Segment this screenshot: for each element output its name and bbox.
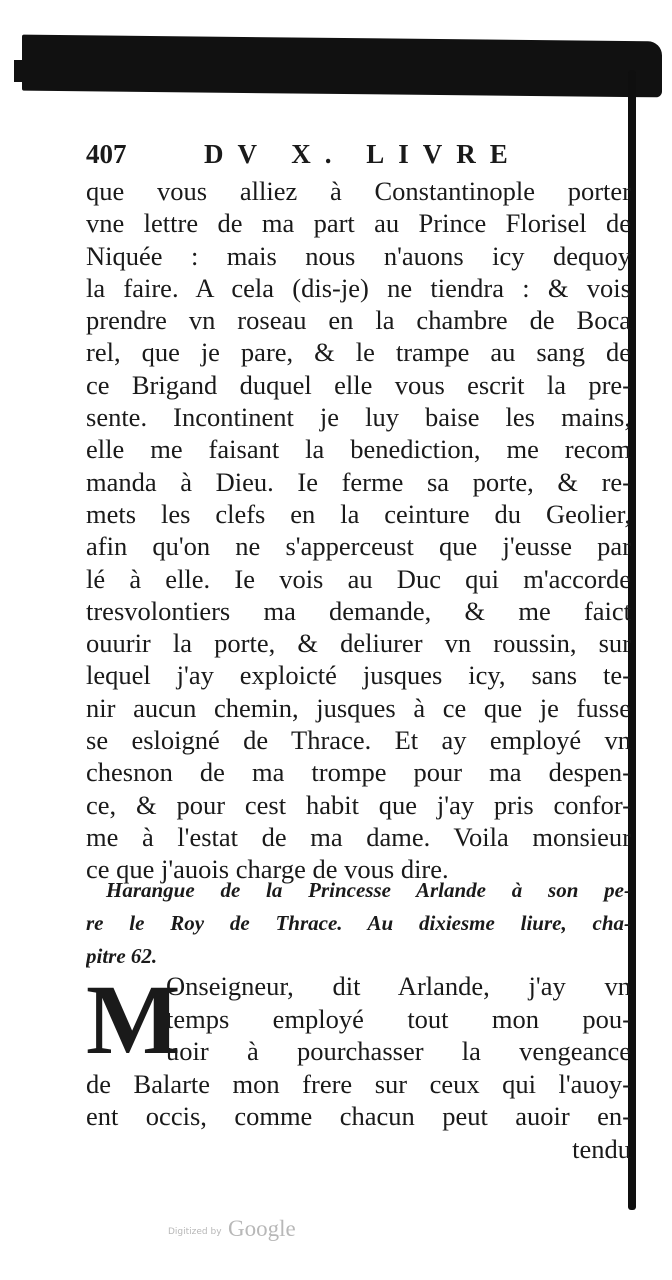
text-line: que vous alliez à Constantinople porter: [86, 176, 631, 206]
page-header: [86, 139, 626, 175]
text-line: ce Brigand duquel elle vous escrit la pre-: [86, 369, 631, 400]
text-line: elle me faisant la benediction, me recom: [86, 434, 631, 465]
text-line: ce, & pour cest habit que j'ay pris confor-: [86, 789, 631, 820]
text-line: prendre vn roseau en la chambre de Boca: [86, 305, 631, 336]
text-line: se esloigné de Thrace. Et ay employé vn: [86, 725, 631, 756]
scan-dark-band-edge: [14, 60, 104, 82]
section-line: Onseigneur, dit Arlande, j'ay vn: [166, 971, 631, 1001]
section-line: ent occis, comme chacun peut auoir en-: [86, 1101, 631, 1131]
text-line: lé à elle. Ie vois au Duc qui m'accorde: [86, 563, 631, 594]
digitized-label: Digitized by: [168, 1227, 222, 1237]
heading-line: Harangue de la Princesse Arlande à son pe-: [106, 878, 631, 902]
section-line: temps employé tout mon pou-: [166, 1003, 631, 1034]
page-number: 407: [86, 139, 127, 169]
heading-line: pitre 62.: [86, 944, 158, 968]
text-line: rel, que je pare, & le trampe au sang de: [86, 337, 631, 368]
body-text: [86, 175, 631, 886]
heading-line: re le Roy de Thrace. Au dixiesme liure, cha-: [86, 911, 631, 935]
google-wordmark: Google: [228, 1216, 296, 1241]
section-text: [86, 964, 631, 1165]
digitized-watermark: [168, 1216, 328, 1246]
text-line: ce que j'auois charge de vous dire.: [86, 854, 449, 885]
text-line: lequel j'ay exploicté jusques icy, sans te-: [86, 660, 631, 691]
section-heading: [86, 874, 631, 973]
text-line: la faire. A cela (dis-je) ne tiendra : & vois: [86, 272, 631, 303]
catchword: tendu: [572, 1133, 631, 1164]
running-title: DV X. LIVRE: [204, 139, 522, 169]
text-line: sente. Incontinent je luy baise les mains,: [86, 402, 631, 433]
scan-dark-band: [22, 35, 662, 98]
text-line: chesnon de ma trompe pour ma despen-: [86, 757, 631, 788]
text-line: ouurir la porte, & deliurer vn roussin, sur: [86, 628, 631, 659]
text-line: afin qu'on ne s'apperceust que j'eusse par: [86, 531, 631, 562]
text-line: Niquée : mais nous n'auons icy dequoy: [86, 240, 631, 271]
section-line: uoir à pourchasser la vengeance: [166, 1036, 631, 1066]
drop-cap: M: [86, 964, 181, 1075]
text-line: me à l'estat de ma dame. Voila monsieur: [86, 821, 631, 852]
text-line: mets les clefs en la ceinture du Geolier,: [86, 498, 631, 529]
text-line: manda à Dieu. Ie ferme sa porte, & re-: [86, 466, 631, 497]
text-line: vne lettre de ma part au Prince Florisel de: [86, 208, 631, 239]
section-line: de Balarte mon frere sur ceux qui l'auoy-: [86, 1068, 631, 1099]
text-line: nir aucun chemin, jusques à ce que je fusse: [86, 692, 631, 723]
text-line: tresvolontiers ma demande, & me faict: [86, 595, 631, 626]
